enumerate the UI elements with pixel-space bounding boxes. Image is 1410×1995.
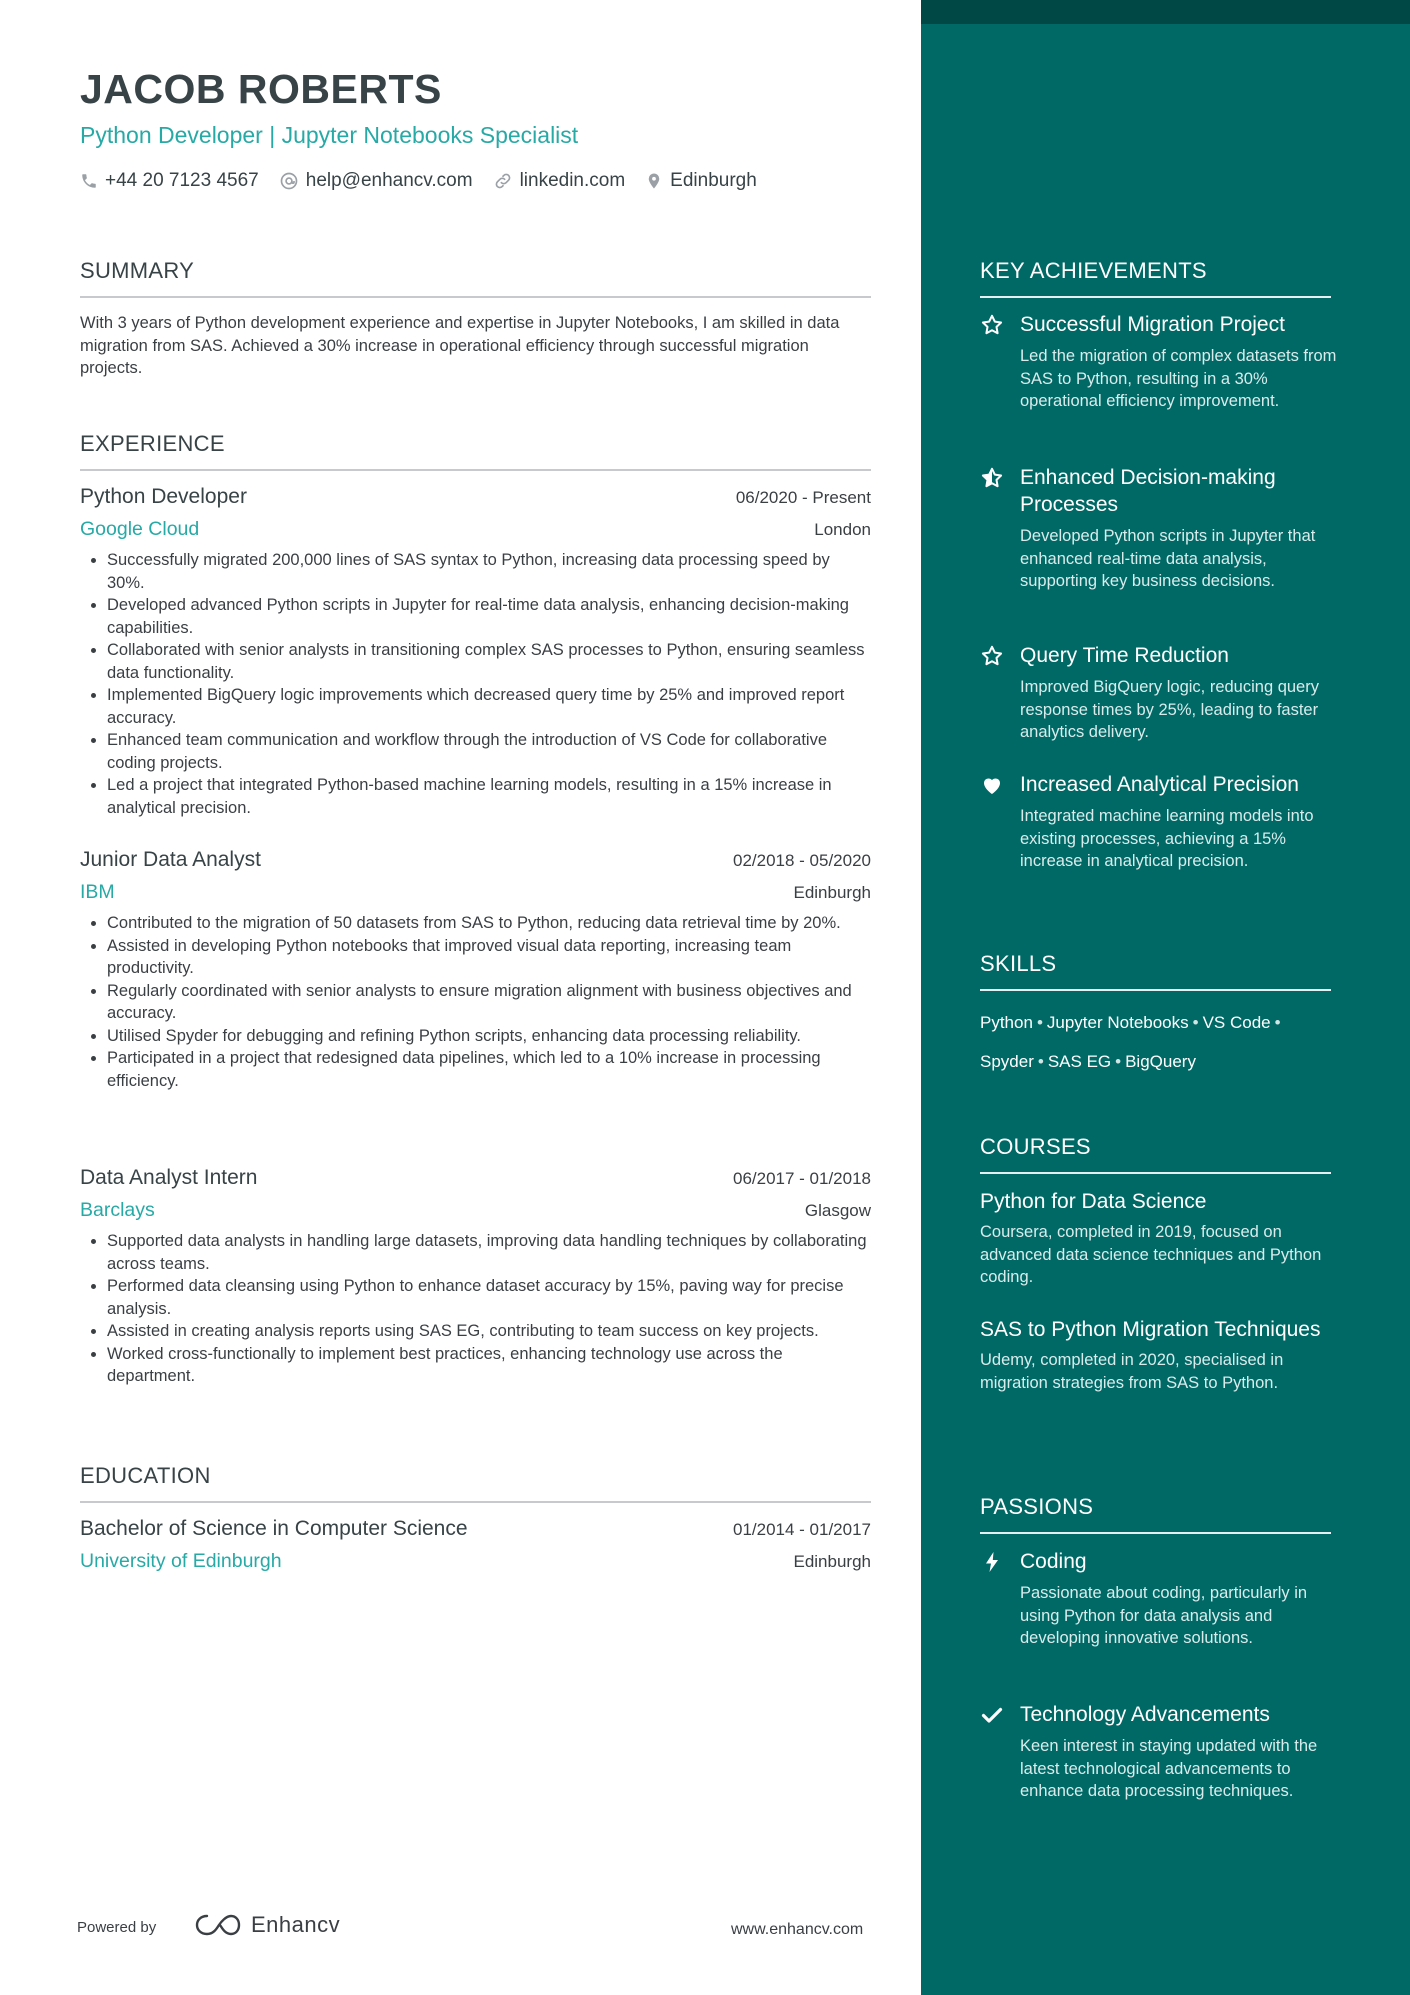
sidebar-top-bar [921,0,1410,24]
location-pin-icon [645,171,663,191]
skill-separator: • [1274,1013,1281,1032]
course-title: SAS to Python Migration Techniques [980,1318,1321,1341]
contact-row [80,170,777,192]
achievement-title: Increased Analytical Precision [1020,773,1299,796]
candidate-name: JACOB ROBERTS [80,66,442,112]
enhancv-brand[interactable] [195,1912,340,1938]
bullet-item: • Regularly coordinated with senior analysts to ensure migration alignment with business objectives and accuracy. [107,980,871,1025]
star-half-icon [980,466,1004,490]
job-location: London [814,520,871,539]
bullet-item: • Led a project that integrated Python-based machine learning models, resulting in a 15% increase in analytical precision. [107,774,871,819]
job-location: Glasgow [804,1201,871,1220]
skill-tag: Python [980,1013,1033,1032]
sidebar [921,0,1410,1995]
job-company: Google Cloud [80,518,200,540]
skill-tag: VS Code [1202,1013,1271,1032]
check-icon [980,1703,1004,1727]
linkedin-text[interactable]: linkedin.com [519,170,626,191]
bullet-item: • Collaborated with senior analysts in transitioning complex SAS processes to Python, ensuring seamless data functionality. [107,639,871,684]
at-icon [279,171,299,191]
job-role: Python Developer [80,485,247,508]
bullet-item: • Assisted in developing Python notebooks that improved visual data reporting, increasing team productivity. [107,935,871,980]
job-location: Edinburgh [793,883,871,902]
achievement-title: Enhanced Decision-making Processes [1020,466,1276,516]
education-degree: Bachelor of Science in Computer Science [80,1517,468,1540]
job-entry [80,485,871,819]
skill-tag: SAS EG [1047,1052,1112,1071]
achievement-desc: Integrated machine learning models into existing processes, achieving a 15% increase in analytical precision. [1020,807,1314,870]
candidate-title: Python Developer | Jupyter Notebooks Specialist [80,122,579,148]
heart-icon [980,773,1004,797]
star-outline-icon [980,313,1004,337]
bullet-item: • Successfully migrated 200,000 lines of SAS syntax to Python, increasing data processing speed by 30%. [107,549,871,594]
achievement-item [980,464,1340,593]
achievement-title: Successful Migration Project [1020,313,1285,336]
skill-tag: Spyder [980,1052,1034,1071]
achievements-divider [980,296,1331,298]
summary-divider [80,296,871,298]
course-item [980,1188,1340,1289]
phone-text: +44 20 7123 4567 [105,170,259,191]
passions-divider [980,1532,1331,1534]
skill-separator: • [1192,1013,1199,1032]
job-role: Data Analyst Intern [80,1166,258,1189]
achievement-desc: Led the migration of complex datasets from SAS to Python, resulting in a 30% operational efficiency improvement. [1020,347,1337,410]
experience-divider [80,469,871,471]
job-role: Junior Data Analyst [80,848,261,871]
summary-text: With 3 years of Python development experience and expertise in Jupyter Notebooks, I am skilled in data migration from SAS. Achieved a 30% increase in operational efficiency through successful migration projects. [80,314,840,377]
passion-title: Coding [1020,1550,1087,1573]
achievement-item [980,771,1340,873]
bullet-item: • Enhanced team communication and workflow through the introduction of VS Code for collaborative coding projects. [107,729,871,774]
contact-email[interactable] [279,170,473,192]
education-school: University of Edinburgh [80,1550,282,1572]
bullet-item: • Implemented BigQuery logic improvements which decreased query time by 25% and improved report accuracy. [107,684,871,729]
enhancv-logo-icon [195,1912,241,1938]
education-location: Edinburgh [793,1552,871,1571]
achievement-desc: Developed Python scripts in Jupyter that enhanced real-time data analysis, supporting key business decisions. [1020,527,1316,590]
job-dates: 06/2020 - Present [735,488,871,507]
bolt-icon [980,1550,1004,1574]
education-entry [80,1517,871,1573]
job-entry [80,848,871,1092]
skill-tag: Jupyter Notebooks [1046,1013,1189,1032]
skills-heading: SKILLS [980,951,1057,976]
achievements-heading: KEY ACHIEVEMENTS [980,258,1207,283]
course-title: Python for Data Science [980,1190,1207,1213]
achievement-item [980,311,1340,413]
education-dates: 01/2014 - 01/2017 [732,1520,871,1539]
job-bullets [80,549,871,819]
contact-location [645,170,757,192]
passion-desc: Passionate about coding, particularly in using Python for data analysis and developing innovative solutions. [1020,1584,1308,1647]
enhancv-name: Enhancv [251,1912,341,1937]
job-bullets [80,1230,871,1388]
website-link[interactable]: www.enhancv.com [731,1921,864,1938]
bullet-item: • Assisted in creating analysis reports using SAS EG, contributing to team success on key projects. [107,1320,871,1343]
bullet-item: • Developed advanced Python scripts in Jupyter for real-time data analysis, enhancing decision-making capabilities. [107,594,871,639]
experience-heading: EXPERIENCE [80,431,225,456]
course-desc: Coursera, completed in 2019, focused on advanced data science techniques and Python coding. [980,1223,1322,1286]
course-item [980,1316,1340,1394]
bullet-item: • Worked cross-functionally to implement best practices, enhancing technology use across the department. [107,1343,871,1388]
bullet-item: • Performed data cleansing using Python to enhance dataset accuracy by 15%, paving way for precise analysis. [107,1275,871,1320]
passion-item [980,1701,1340,1803]
skills-list [980,1003,1340,1081]
bullet-item: • Contributed to the migration of 50 datasets from SAS to Python, reducing data retrieval time by 20%. [107,912,871,935]
skill-tag: BigQuery [1125,1052,1196,1071]
passion-item [980,1548,1340,1650]
passion-title: Technology Advancements [1020,1703,1270,1726]
skill-separator: • [1115,1052,1122,1071]
link-icon [493,171,513,191]
powered-by-label: Powered by [77,1919,157,1936]
contact-phone [80,170,259,192]
contact-linkedin[interactable] [493,170,626,192]
bullet-item: • Utilised Spyder for debugging and refining Python scripts, enhancing data processing reliability. [107,1025,871,1048]
skill-separator: • [1036,1013,1043,1032]
star-outline-icon [980,644,1004,668]
job-dates: 06/2017 - 01/2018 [732,1169,871,1188]
skill-separator: • [1037,1052,1044,1071]
job-company: Barclays [80,1199,155,1221]
courses-divider [980,1172,1331,1174]
job-bullets [80,912,871,1092]
bullet-item: • Supported data analysts in handling large datasets, improving data handling techniques by collaborating across teams. [107,1230,871,1275]
passions-heading: PASSIONS [980,1494,1094,1519]
course-desc: Udemy, completed in 2020, specialised in migration strategies from SAS to Python. [980,1351,1284,1392]
job-company: IBM [80,881,115,903]
passion-desc: Keen interest in staying updated with the latest technological advancements to enhance data processing techniques. [1020,1737,1318,1800]
job-dates: 02/2018 - 05/2020 [732,851,871,870]
location-text: Edinburgh [670,170,757,191]
phone-icon [80,172,98,190]
education-divider [80,1501,871,1503]
email-text[interactable]: help@enhancv.com [305,170,473,191]
education-heading: EDUCATION [80,1463,211,1488]
summary-heading: SUMMARY [80,258,195,283]
job-entry [80,1166,871,1388]
skills-divider [980,989,1331,991]
courses-heading: COURSES [980,1134,1091,1159]
achievement-item [980,642,1340,744]
bullet-item: • Participated in a project that redesigned data pipelines, which led to a 10% increase in processing efficiency. [107,1047,871,1092]
achievement-desc: Improved BigQuery logic, reducing query response times by 25%, leading to faster analytics delivery. [1020,678,1319,741]
achievement-title: Query Time Reduction [1020,644,1229,667]
